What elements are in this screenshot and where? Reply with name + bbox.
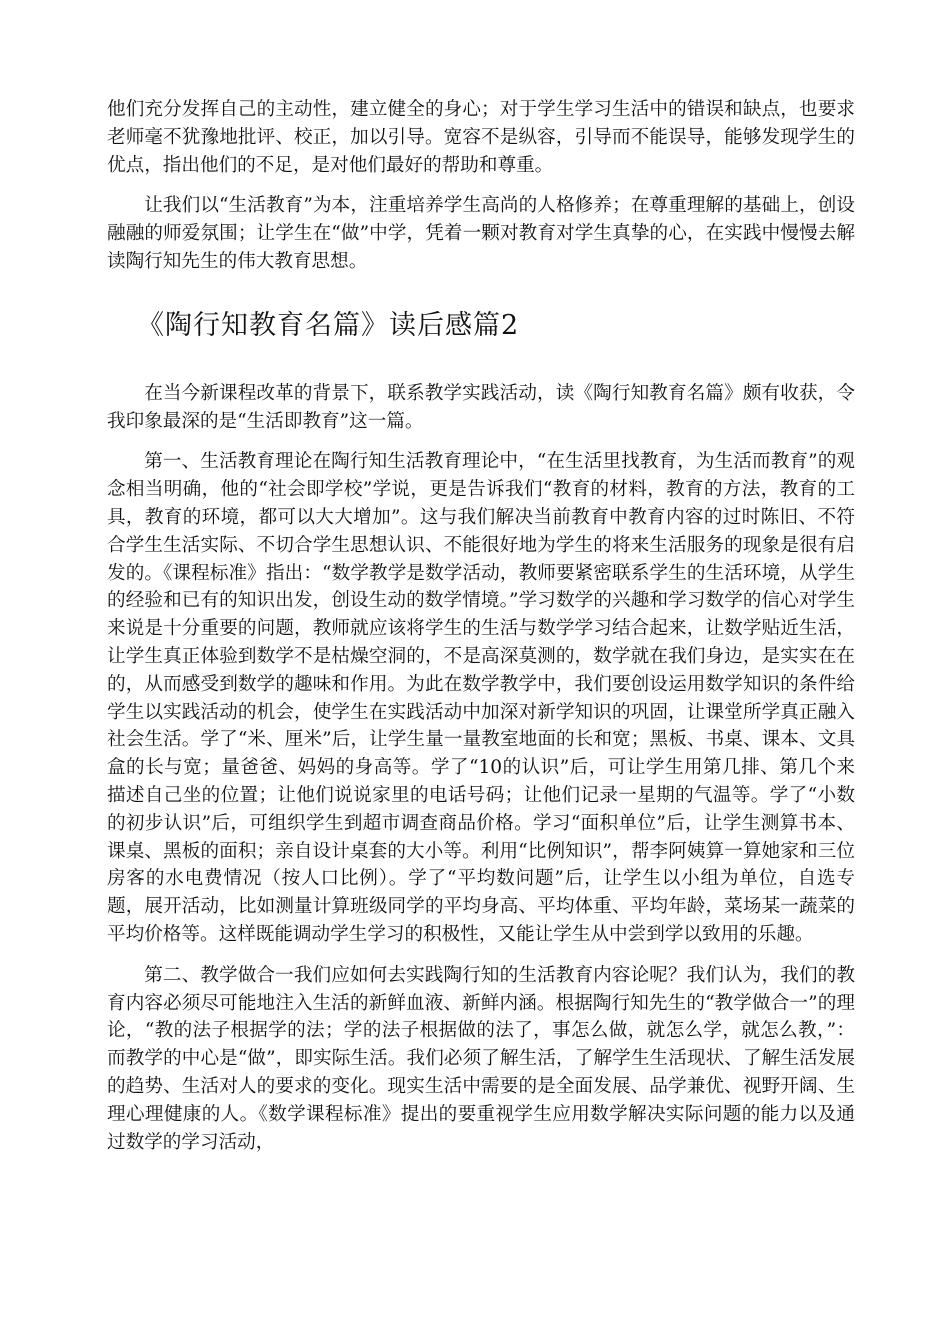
document-page — [107, 96, 855, 1156]
body-paragraph: 让我们以“生活教育”为本，注重培养学生高尚的人格修养；在尊重理解的基础上，创设融融的师爱氛围；让学生在“做”中学，凭着一颗对教育对学生真挚的心，在实践中慢慢去解读陶行知先生的伟大教育思想。 — [107, 195, 855, 272]
body-paragraph: 在当今新课程改革的背景下，联系教学实践活动，读《陶行知教育名篇》颇有收获，令我印象最深的是“生活即教育”这一篇。 — [107, 382, 855, 432]
body-paragraph: 第一、生活教育理论在陶行知生活教育理论中，“在生活里找教育，为生活而教育”的观念相当明确，他的“社会即学校”学说，更是告诉我们“教育的材料，教育的方法，教育的工具，教育的环境，都可以大大增加”。这与我们解决当前教育中教育内容的过时陈旧、不符合学生生活实际、不切合学生思想认识、不能很好地为学生的将来生活服务的现象是很有启发的。《课程标准》指出：“数学教学是数学活动，教师要紧密联系学生的生活环境，从学生的经验和已有的知识出发，创设生动的数学情境。”学习数学的兴趣和学习数学的信心对学生来说是十分重要的问题，教师就应该将学生的生活与数学学习结合起来，让数学贴近生活，让学生真正体验到数学不是枯燥空洞的，不是高深莫测的，数学就在我们身边，是实实在在的，从而感受到数学的趣味和作用。为此在数学教学中，我们要创设运用数学知识的条件给学生以实践活动的机会，使学生在实践活动中加深对新学知识的巩固，让课堂所学真正融入社会生活。学了“米、厘米”后，让学生量一量教室地面的长和宽；黑板、书桌、课本、文具盒的长与宽；量爸爸、妈妈的身高等。学了“10的认识”后，可让学生用第几排、第几个来描述自己坐的位置；让他们说说家里的电话号码；让他们记录一星期的气温等。学了“小数的初步认识”后，可组织学生到超市调查商品价格。学习“面积单位”后，让学生测算书本、课桌、黑板的面积；亲自设计桌套的大小等。利用“比例知识”，帮李阿姨算一算她家和三位房客的水电费情况（按人口比例）。学了“平均数问题”后，让学生以小组为单位，自选专题，展开活动，比如测量计算班级同学的平均身高、平均体重、平均年龄，菜场某一蔬菜的平均价格等。这样既能调动学生学习的积极性，又能让学生从中尝到学以致用的乐趣。 — [107, 451, 855, 945]
body-paragraph: 第二、教学做合一我们应如何去实践陶行知的生活教育内容论呢？我们认为，我们的教育内容必须尽可能地注入生活的新鲜血液、新鲜内涵。根据陶行知先生的“教学做合一”的理论，“教的法子根据学的法；学的法子根据做的法了，事怎么做，就怎么学，就怎么教，”：而教学的中心是“做”，即实际生活。我们必须了解生活，了解学生生活现状、了解生活发展的趋势、生活对人的要求的变化。现实生活中需要的是全面发展、品学兼优、视野开阔、生理心理健康的人。《数学课程标准》提出的要重视学生应用数学解决实际问题的能力以及通过数学的学习活动， — [107, 964, 855, 1153]
section-heading: 《陶行知教育名篇》读后感篇2 — [137, 309, 520, 341]
body-paragraph: 他们充分发挥自己的主动性，建立健全的身心；对于学生学习生活中的错误和缺点，也要求老师毫不犹豫地批评、校正，加以引导。宽容不是纵容，引导而不能误导，能够发现学生的优点，指出他们的不足，是对他们最好的帮助和尊重。 — [107, 99, 855, 176]
